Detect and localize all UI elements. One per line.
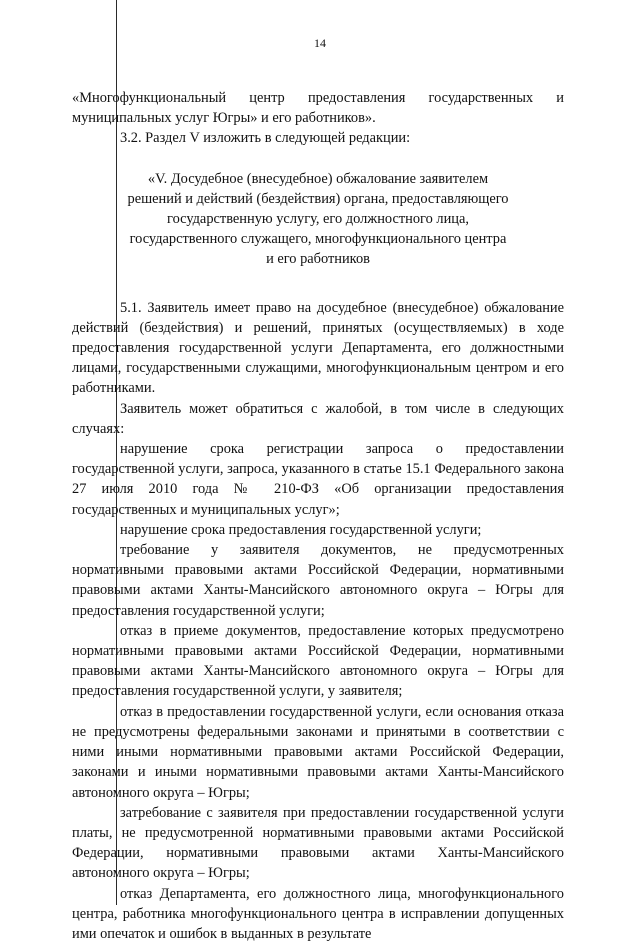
body-paragraph: нарушение срока предоставления государственной услуги;: [120, 521, 482, 538]
heading-line: решений и действий (бездействия) органа, предоставляющего: [127, 190, 509, 207]
body-paragraph: отказ в предоставлении государственной услуги, если основания отказа не предусмотрены федеральными законами и принятыми в соответствии с ними иными нормативными правовыми актами Российской Федерации, законами и иными нормативными правовыми актами Ханты-Мансийского автономного округа – Югры;: [72, 703, 564, 801]
body-paragraph: отказ Департамента, его должностного лица, многофункционального центра, работника многофункционального центра в исправлении допущенных ими опечаток и ошибок в выданных в результате: [72, 885, 564, 942]
heading-line: и его работников: [266, 251, 370, 268]
body-paragraph: затребование с заявителя при предоставлении государственной услуги платы, не предусмотренной нормативными правовыми актами Российской Федерации, нормативными правовыми актами Ханты-Мансийского автономного округа – Югры;: [72, 804, 564, 882]
page-number: 14: [314, 36, 326, 50]
body-paragraph: требование у заявителя документов, не предусмотренных нормативными правовыми актами Российской Федерации, нормативными правовыми актами Ханты-Мансийского автономного округа – Югры для предоставления государственной услуги;: [72, 542, 564, 619]
body-paragraph: отказ в приеме документов, предоставление которых предусмотрено нормативными правовыми актами Российской Федерации, нормативными правовыми актами Ханты-Мансийского автономного округа – Югры для предоставления государственной услуги, у заявителя;: [72, 622, 564, 700]
body-paragraph: 5.1. Заявитель имеет право на досудебное (внесудебное) обжалование действий (бездействия) и решений, принятых (осуществляемых) в ходе предоставления государственной услуги Департамента, его должностными лицами, государственными служащими, многофункциональным центром и его работниками.: [72, 299, 564, 397]
heading-line: государственную услугу, его должностного лица,: [167, 211, 469, 228]
intro-paragraph: «Многофункциональный центр предоставления государственных и муниципальных услуг Югры» и его работников».: [72, 90, 564, 127]
heading-line: «V. Досудебное (внесудебное) обжалование заявителем: [147, 170, 489, 187]
section-amendment-line: 3.2. Раздел V изложить в следующей редакции:: [120, 130, 411, 147]
section-heading: [72, 169, 564, 270]
body-paragraph: нарушение срока регистрации запроса о предоставлении государственной услуги, запроса, указанного в статье 15.1 Федерального закона 27 июля 2010 года № 210-ФЗ «Об организации предоставления государственных и муниципальных услуг»;: [72, 441, 564, 518]
document-body: [72, 88, 564, 944]
body-paragraph: Заявитель может обратиться с жалобой, в том числе в следующих случаях:: [72, 400, 564, 437]
heading-line: государственного служащего, многофункционального центра: [129, 231, 507, 248]
